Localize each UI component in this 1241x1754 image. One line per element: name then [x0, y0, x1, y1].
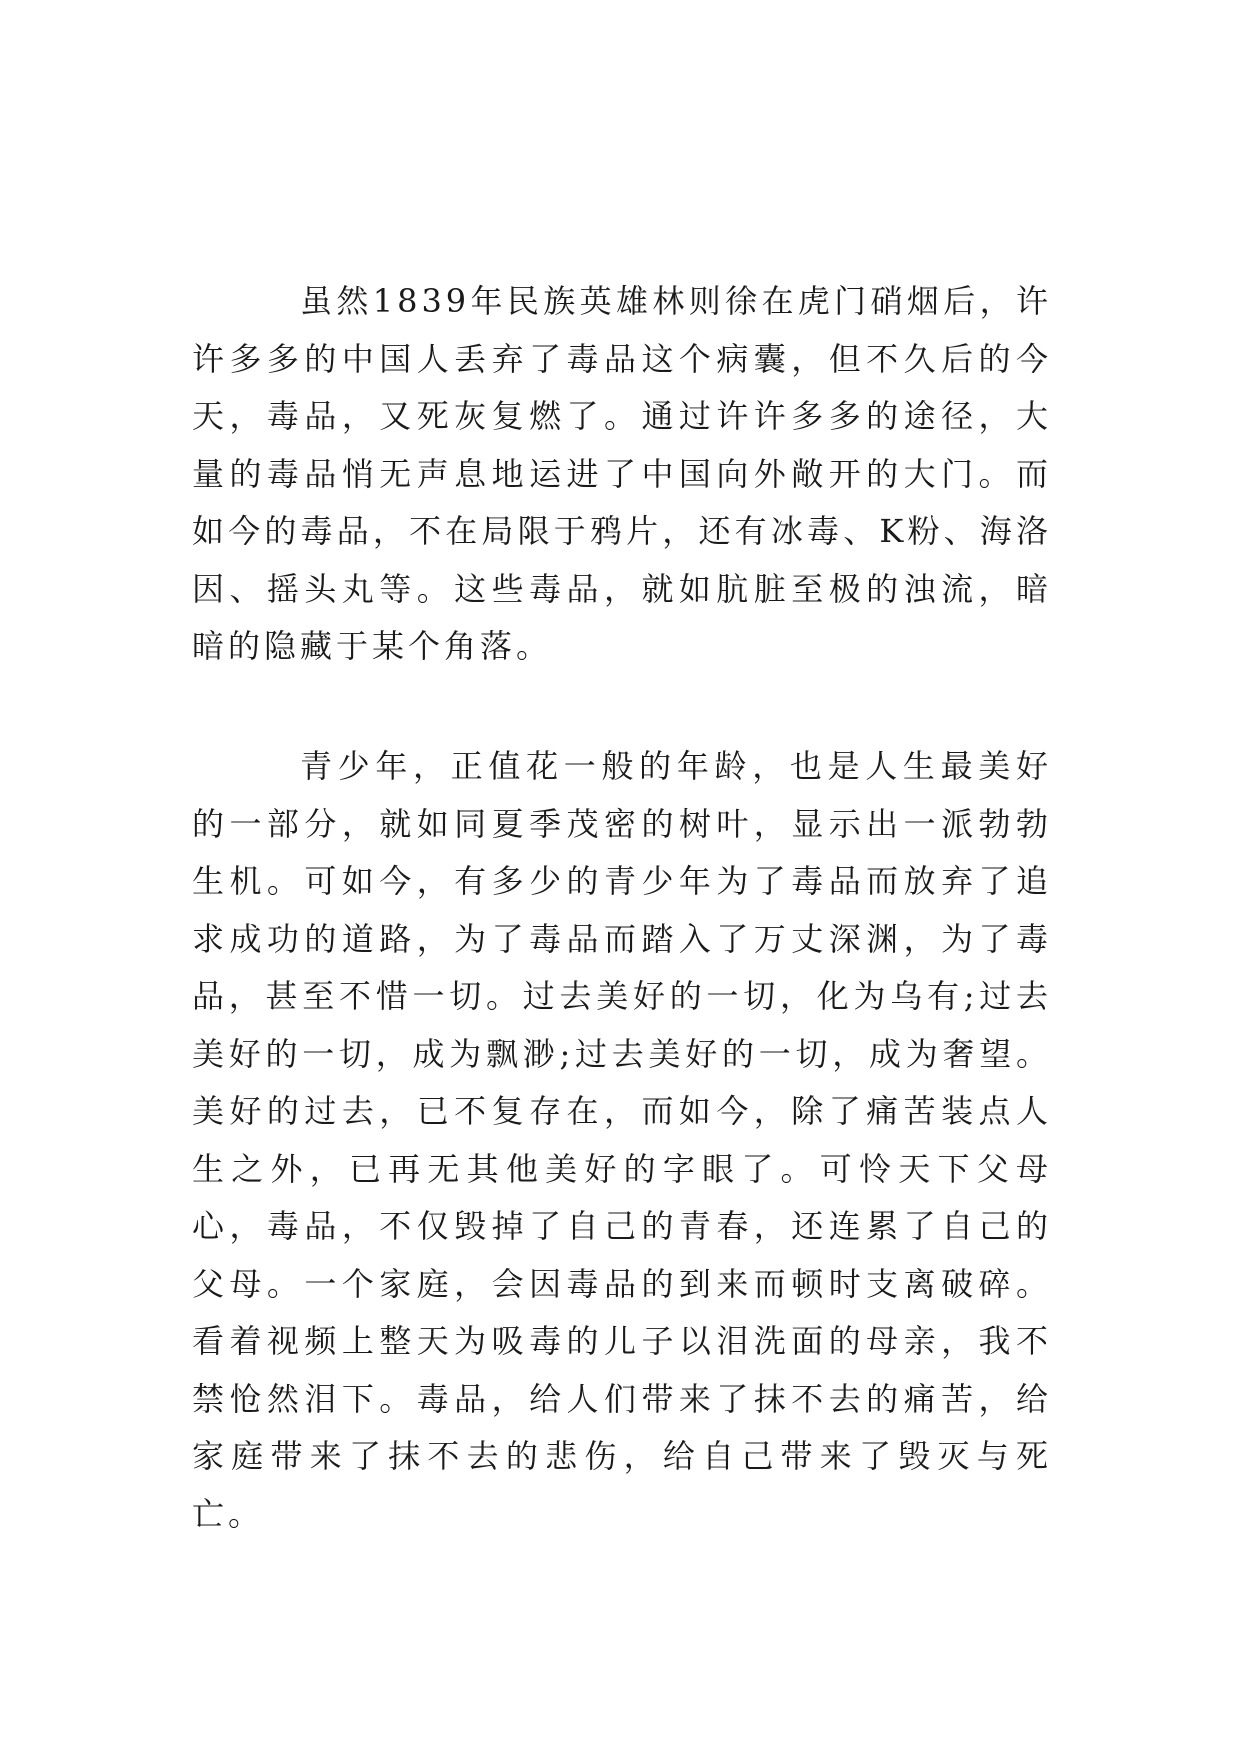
paragraph-youth: 青少年，正值花一般的年龄，也是人生最美好的一部分，就如同夏季茂密的树叶，显示出一派勃勃生机。可如今，有多少的青少年为了毒品而放弃了追求成功的道路，为了毒品而踏入了万丈深渊，为了毒品，甚至不惜一切。过去美好的一切，化为乌有;过去美好的一切，成为飘渺;过去美好的一切，成为奢望。美好的过去，已不复存在，而如今，除了痛苦装点人生之外，已再无其他美好的字眼了。可怜天下父母心，毒品，不仅毁掉了自己的青春，还连累了自己的父母。一个家庭，会因毒品的到来而顿时支离破碎。看着视频上整天为吸毒的儿子以泪洗面的母亲，我不禁怆然泪下。毒品，给人们带来了抹不去的痛苦，给家庭带来了抹不去的悲伤，给自己带来了毁灭与死亡。 — [192, 747, 1052, 1533]
paragraph-history: 虽然1839年民族英雄林则徐在虎门硝烟后，许许多多的中国人丢弃了毒品这个病囊，但不久后的今天，毒品，又死灰复燃了。通过许许多多的途径，大量的毒品悄无声息地运进了中国向外敞开的大门。而如今的毒品，不在局限于鸦片，还有冰毒、K粉、海洛因、摇头丸等。这些毒品，就如肮脏至极的浊流，暗暗的隐藏于某个角落。 — [192, 282, 1052, 665]
